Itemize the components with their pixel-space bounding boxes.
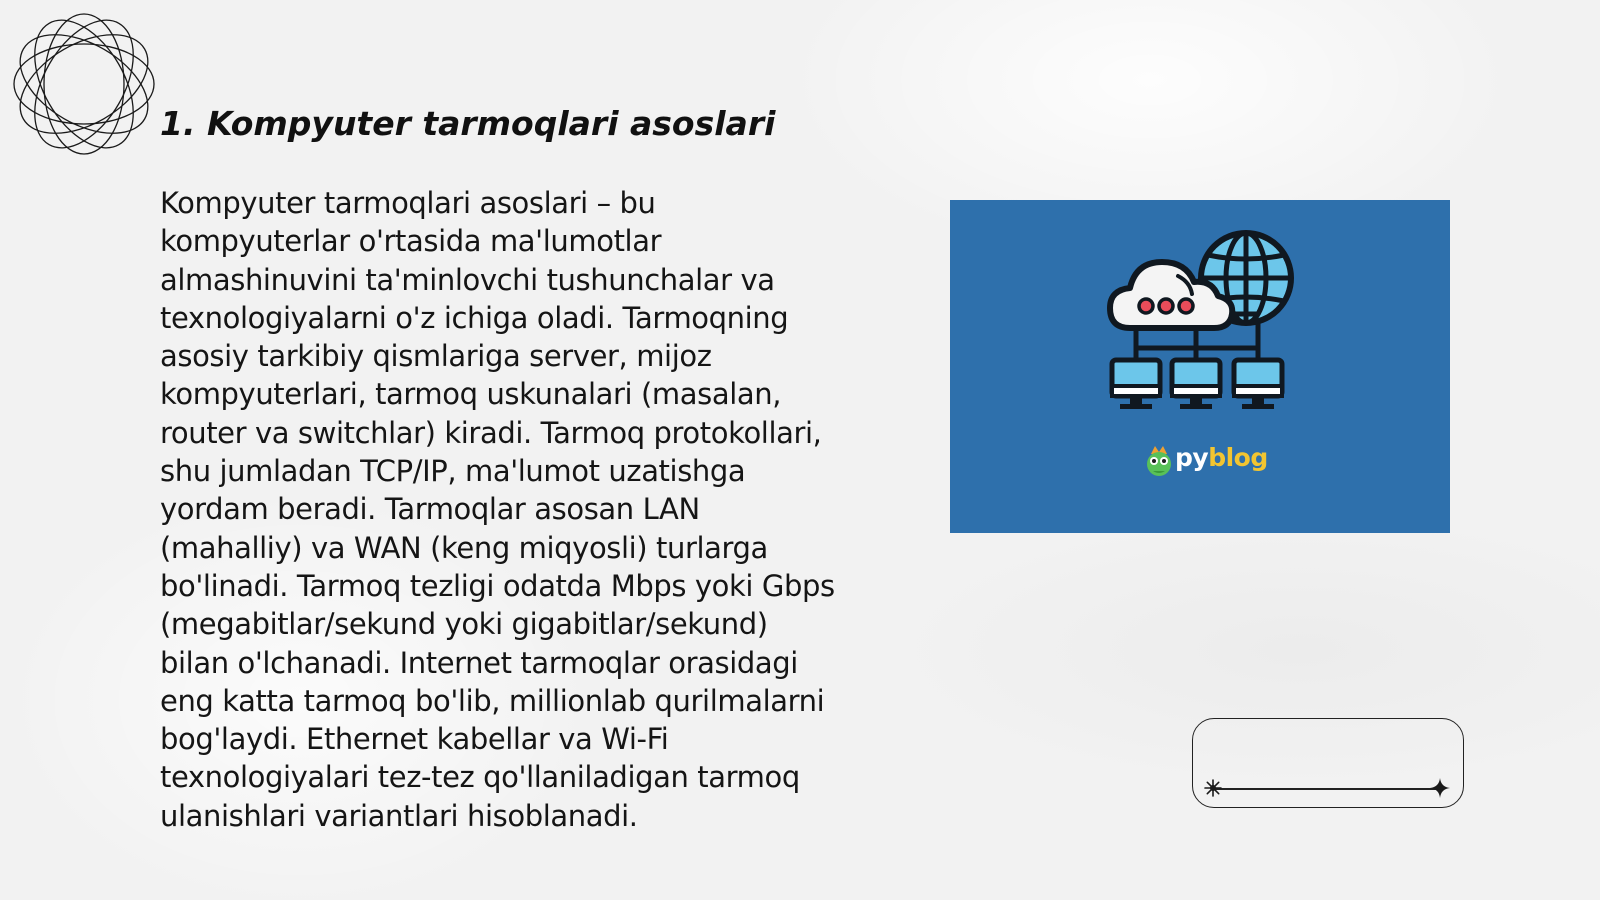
slide-body-text: Kompyuter tarmoqlari asoslari – bu kompyuterlar o'rtasida ma'lumotlar almashinuvini ta'minlovchi tushunchalar va texnologiyalarni o'z ichiga oladi. Tarmoqning asosiy tarkibiy qismlariga server, mijoz kompyuterlari, tarmoq uskunalari (masalan, router va switchlar) kiradi. Tarmoq protokollari, shu jumladan TCP/IP, ma'lumot uzatishga yordam beradi. Tarmoqlar asosan LAN (mahalliy) va WAN (keng miqyosli) turlarga bo'linadi. Tarmoq tezligi odatda Mbps yoki Gbps (megabitlar/sekund yoki gigabitlar/sekund) bilan o'lchanadi. Internet tarmoqlar orasidagi eng katta tarmoq bo'lib, millionlab qurilmalarni bog'laydi. Ethernet kabellar va Wi-Fi texnologiyalari tez-tez qo'llaniladigan tarmoq ulanishlari variantlari hisoblanadi.	[160, 186, 835, 833]
brand-logo-text	[1175, 443, 1268, 472]
network-illustration	[950, 200, 1450, 533]
mascot-icon	[1143, 444, 1175, 480]
brand-suffix: blog	[1208, 443, 1268, 472]
computer-icon	[1234, 360, 1282, 409]
brand-prefix: py	[1175, 443, 1209, 472]
computer-icon	[1172, 360, 1220, 409]
slide-title: 1. Kompyuter tarmoqlari asoslari	[160, 104, 776, 143]
progress-track	[1215, 788, 1437, 790]
star-icon	[1429, 777, 1451, 799]
sparkle-icon	[1203, 778, 1223, 798]
computer-icon	[1112, 360, 1160, 409]
concentric-rings-icon	[10, 10, 158, 158]
progress-line-icon	[1192, 718, 1464, 808]
